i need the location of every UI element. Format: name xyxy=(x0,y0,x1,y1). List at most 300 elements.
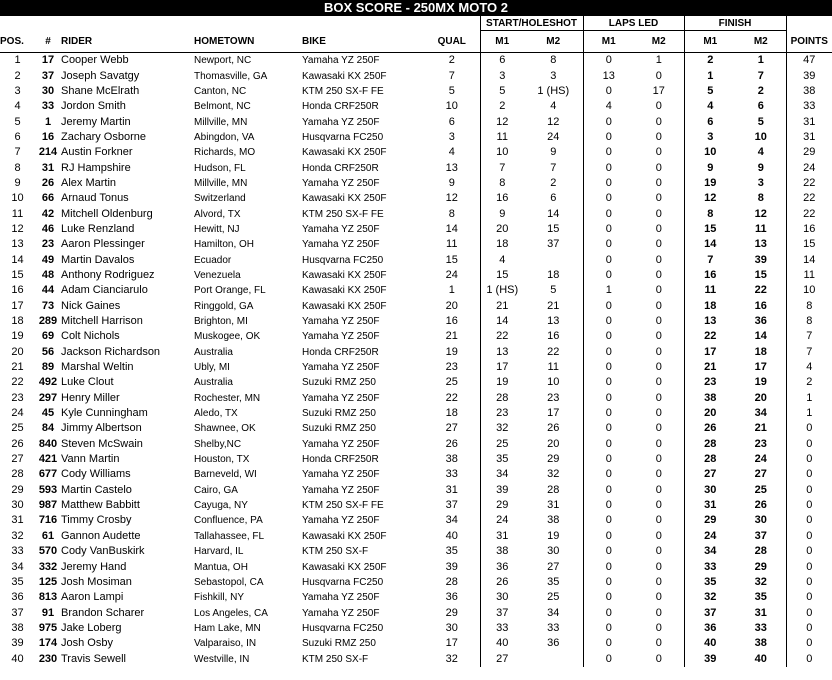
start-m1-cell: 11 xyxy=(496,130,508,143)
bike-cell: Husqvarna FC250 xyxy=(302,576,384,588)
start-m2-cell: 22 xyxy=(524,345,583,360)
hometown-cell: Ham Lake, MN xyxy=(194,622,261,634)
points-cell: 7 xyxy=(806,330,813,343)
rider-cell: Mitchell Oldenburg xyxy=(61,207,153,220)
start-m2-cell: 33 xyxy=(524,621,583,636)
pos-cell: 7 xyxy=(14,146,21,159)
qual-cell: 37 xyxy=(424,498,480,513)
rider-cell: Colt Nichols xyxy=(61,330,120,343)
finish-m2-cell: 17 xyxy=(736,360,786,375)
finish-m2-cell: 34 xyxy=(736,406,786,421)
finish-m2-cell: 22 xyxy=(736,283,786,298)
bike-cell: Suzuki RMZ 250 xyxy=(302,638,376,650)
qual-cell: 6 xyxy=(424,114,480,129)
box-score-table xyxy=(0,16,832,667)
rider-cell: Jeremy Hand xyxy=(61,560,127,573)
pos-cell: 15 xyxy=(11,268,24,281)
number-cell: 84 xyxy=(41,422,55,435)
laps-led-m1-cell: 0 xyxy=(605,345,612,358)
rider-cell: Arnaud Tonus xyxy=(61,192,129,205)
start-m2-cell: 26 xyxy=(524,421,583,436)
qual-cell: 26 xyxy=(424,437,480,452)
rider-cell: Luke Clout xyxy=(61,376,114,389)
bike-cell: KTM 250 SX-F xyxy=(302,653,369,665)
hometown-cell: Rochester, MN xyxy=(194,392,261,404)
points-cell: 31 xyxy=(803,130,816,143)
points-cell: 2 xyxy=(806,376,813,389)
number-cell: 45 xyxy=(41,407,55,420)
start-m1-cell: 15 xyxy=(496,268,509,281)
start-m2-cell: 21 xyxy=(524,299,583,314)
number-cell: 174 xyxy=(38,637,58,650)
box-score-title: BOX SCORE - 250MX MOTO 2 xyxy=(0,0,832,16)
points-cell: 10 xyxy=(803,284,816,297)
finish-m2-cell: 14 xyxy=(736,329,786,344)
rider-cell: Vann Martin xyxy=(61,453,120,466)
rider-cell: Nick Gaines xyxy=(61,299,121,312)
hometown-cell: Cairo, GA xyxy=(194,484,238,496)
pos-cell: 38 xyxy=(11,621,24,634)
laps-led-m2-cell: 0 xyxy=(634,498,684,513)
points-cell: 0 xyxy=(806,468,813,481)
finish-m2-cell: 10 xyxy=(736,130,786,145)
table-row xyxy=(0,176,832,191)
qual-cell: 20 xyxy=(424,299,480,314)
rider-cell: Kyle Cunningham xyxy=(61,407,148,420)
start-m1-cell: 14 xyxy=(496,315,509,328)
number-cell: 61 xyxy=(41,529,55,542)
pos-cell: 9 xyxy=(14,176,21,189)
hometown-cell: Hamilton, OH xyxy=(194,239,255,251)
qual-cell: 25 xyxy=(424,375,480,390)
pos-cell: 29 xyxy=(11,483,24,496)
col-start-m1: M1 xyxy=(480,31,524,53)
laps-led-m1-cell: 13 xyxy=(602,69,615,82)
hometown-cell: Muskogee, OK xyxy=(194,331,261,343)
number-cell: 33 xyxy=(41,100,55,113)
qual-cell: 40 xyxy=(424,529,480,544)
number-cell: 56 xyxy=(41,345,55,358)
bike-cell: Honda CRF250R xyxy=(302,101,379,113)
hometown-cell: Ringgold, GA xyxy=(194,300,254,312)
bike-cell: Yamaha YZ 250F xyxy=(302,55,380,67)
finish-m1-cell: 15 xyxy=(704,222,717,235)
finish-m2-cell: 32 xyxy=(736,575,786,590)
laps-led-m2-cell: 0 xyxy=(634,145,684,160)
table-row xyxy=(0,498,832,513)
rider-cell: Aaron Lampi xyxy=(61,591,124,604)
laps-led-m2-cell: 0 xyxy=(634,329,684,344)
bike-cell: Yamaha YZ 250F xyxy=(302,362,380,374)
finish-m1-cell: 30 xyxy=(704,483,717,496)
number-cell: 44 xyxy=(41,284,55,297)
finish-m1-cell: 2 xyxy=(707,54,714,67)
laps-led-m2-cell: 0 xyxy=(634,252,684,267)
bike-cell: Husqvarna FC250 xyxy=(302,254,384,266)
points-cell: 0 xyxy=(806,591,813,604)
table-row xyxy=(0,114,832,129)
laps-led-m1-cell: 0 xyxy=(605,468,612,481)
laps-led-m2-cell: 0 xyxy=(634,621,684,636)
bike-cell: Yamaha YZ 250F xyxy=(302,116,380,128)
hometown-cell: Abingdon, VA xyxy=(194,131,255,143)
table-row xyxy=(0,621,832,636)
table-row xyxy=(0,99,832,114)
start-m2-cell: 28 xyxy=(524,483,583,498)
hometown-cell: Switzerland xyxy=(194,193,246,205)
rider-cell: Jimmy Albertson xyxy=(61,422,142,435)
points-cell: 29 xyxy=(803,146,816,159)
finish-group: FINISH xyxy=(684,16,786,31)
qual-cell: 16 xyxy=(424,314,480,329)
start-m1-cell: 39 xyxy=(496,483,509,496)
rider-cell: Jackson Richardson xyxy=(61,345,161,358)
rider-cell: Cody VanBuskirk xyxy=(61,545,145,558)
start-m1-cell: 29 xyxy=(496,499,509,512)
table-row xyxy=(0,53,832,69)
start-holeshot-group: START/HOLESHOT xyxy=(480,16,583,31)
rider-cell: Timmy Crosby xyxy=(61,514,132,527)
qual-cell: 21 xyxy=(424,329,480,344)
laps-led-m2-cell: 0 xyxy=(634,345,684,360)
hometown-cell: Valparaiso, IN xyxy=(194,638,257,650)
laps-led-m1-cell: 0 xyxy=(605,437,612,450)
bike-cell: Kawasaki KX 250F xyxy=(302,530,387,542)
laps-led-m1-cell: 0 xyxy=(605,268,612,281)
points-cell: 0 xyxy=(806,545,813,558)
table-row xyxy=(0,191,832,206)
pos-cell: 37 xyxy=(11,606,24,619)
laps-led-m2-cell: 0 xyxy=(634,513,684,528)
rider-cell: Aaron Plessinger xyxy=(61,238,145,251)
table-row xyxy=(0,252,832,267)
laps-led-m2-cell: 0 xyxy=(634,222,684,237)
points-cell: 16 xyxy=(803,222,816,235)
finish-m2-cell: 5 xyxy=(736,114,786,129)
finish-m2-cell: 29 xyxy=(736,559,786,574)
start-m2-cell: 16 xyxy=(524,329,583,344)
points-cell: 0 xyxy=(806,514,813,527)
laps-led-m2-cell: 0 xyxy=(634,268,684,283)
points-cell: 31 xyxy=(803,115,816,128)
laps-led-m2-cell: 0 xyxy=(634,130,684,145)
rider-cell: Luke Renzland xyxy=(61,222,135,235)
rider-cell: Jordon Smith xyxy=(61,100,126,113)
start-m2-cell: 25 xyxy=(524,590,583,605)
number-cell: 289 xyxy=(38,315,58,328)
laps-led-m1-cell: 0 xyxy=(605,253,612,266)
laps-led-m1-cell: 0 xyxy=(605,422,612,435)
laps-led-m2-cell: 0 xyxy=(634,99,684,114)
points-cell: 14 xyxy=(803,253,816,266)
hometown-cell: Sebastopol, CA xyxy=(194,576,264,588)
laps-led-m1-cell: 0 xyxy=(605,361,612,374)
finish-m1-cell: 3 xyxy=(707,130,714,143)
table-row xyxy=(0,314,832,329)
start-m1-cell: 18 xyxy=(496,238,509,251)
laps-led-m1-cell: 0 xyxy=(605,545,612,558)
col-finish-m1: M1 xyxy=(684,31,736,53)
col-hometown: HOMETOWN xyxy=(194,31,302,53)
bike-cell: Honda CRF250R xyxy=(302,454,379,466)
finish-m1-cell: 17 xyxy=(704,345,717,358)
number-cell: 49 xyxy=(41,253,55,266)
laps-led-m1-cell: 0 xyxy=(605,146,612,159)
points-cell: 22 xyxy=(803,192,816,205)
start-m1-cell: 5 xyxy=(499,84,506,97)
points-cell: 1 xyxy=(806,407,813,420)
table-row xyxy=(0,467,832,482)
rider-cell: Austin Forkner xyxy=(61,146,133,159)
pos-cell: 18 xyxy=(11,315,24,328)
pos-cell: 32 xyxy=(11,529,24,542)
laps-led-m2-cell: 0 xyxy=(634,483,684,498)
start-m1-cell: 37 xyxy=(496,606,509,619)
pos-cell: 35 xyxy=(11,575,24,588)
rider-cell: Josh Osby xyxy=(61,637,113,650)
start-m1-cell: 40 xyxy=(496,637,509,650)
rider-cell: Cooper Webb xyxy=(61,54,129,67)
points-cell: 0 xyxy=(806,575,813,588)
finish-m2-cell: 7 xyxy=(736,68,786,83)
qual-cell: 7 xyxy=(424,68,480,83)
laps-led-m2-cell: 0 xyxy=(634,437,684,452)
pos-cell: 12 xyxy=(11,222,24,235)
number-cell: 332 xyxy=(38,560,58,573)
bike-cell: Yamaha YZ 250F xyxy=(302,239,380,251)
hometown-cell: Harvard, IL xyxy=(194,546,244,558)
laps-led-m1-cell: 0 xyxy=(605,376,612,389)
qual-cell: 39 xyxy=(424,559,480,574)
table-row xyxy=(0,437,832,452)
laps-led-m1-cell: 0 xyxy=(605,207,612,220)
laps-led-m2-cell: 0 xyxy=(634,375,684,390)
bike-cell: Yamaha YZ 250F xyxy=(302,484,380,496)
finish-m2-cell: 36 xyxy=(736,314,786,329)
start-m2-cell: 31 xyxy=(524,498,583,513)
bike-cell: Kawasaki KX 250F xyxy=(302,300,387,312)
laps-led-m2-cell: 0 xyxy=(634,529,684,544)
start-m1-cell: 19 xyxy=(496,376,509,389)
table-row xyxy=(0,160,832,175)
bike-cell: Yamaha YZ 250F xyxy=(302,223,380,235)
hometown-cell: Barneveld, WI xyxy=(194,469,257,481)
number-cell: 16 xyxy=(41,130,55,143)
bike-cell: Yamaha YZ 250F xyxy=(302,469,380,481)
number-cell: 23 xyxy=(41,238,55,251)
hometown-cell: Ubly, MI xyxy=(194,362,230,374)
table-row xyxy=(0,391,832,406)
points-cell: 47 xyxy=(803,54,816,67)
hometown-cell: Los Angeles, CA xyxy=(194,607,268,619)
points-cell: 1 xyxy=(806,391,813,404)
laps-led-m1-cell: 0 xyxy=(605,391,612,404)
start-m1-cell: 22 xyxy=(496,330,509,343)
number-cell: 91 xyxy=(41,606,55,619)
qual-cell: 12 xyxy=(424,191,480,206)
number-cell: 42 xyxy=(41,207,55,220)
points-cell: 22 xyxy=(803,207,816,220)
qual-cell: 34 xyxy=(424,513,480,528)
finish-m1-cell: 40 xyxy=(704,637,717,650)
points-cell: 0 xyxy=(806,437,813,450)
points-cell: 4 xyxy=(806,361,813,374)
rider-cell: Cody Williams xyxy=(61,468,131,481)
qual-cell: 4 xyxy=(424,145,480,160)
start-m1-cell: 38 xyxy=(496,545,509,558)
laps-led-m1-cell: 0 xyxy=(605,54,612,67)
finish-m1-cell: 8 xyxy=(707,207,714,220)
pos-cell: 36 xyxy=(11,591,24,604)
qual-cell: 30 xyxy=(424,621,480,636)
col-points: POINTS xyxy=(786,31,832,53)
finish-m2-cell: 24 xyxy=(736,452,786,467)
number-cell: 48 xyxy=(41,268,55,281)
rider-cell: Adam Cianciarulo xyxy=(61,284,148,297)
table-row xyxy=(0,605,832,620)
pos-cell: 11 xyxy=(11,207,24,220)
table-row xyxy=(0,544,832,559)
rider-cell: Brandon Scharer xyxy=(61,606,145,619)
rider-cell: Zachary Osborne xyxy=(61,130,146,143)
rider-cell: Martin Davalos xyxy=(61,253,135,266)
laps-led-m2-cell: 0 xyxy=(634,651,684,666)
number-cell: 987 xyxy=(38,499,58,512)
col-qual: QUAL xyxy=(424,31,480,53)
laps-led-m2-cell: 0 xyxy=(634,360,684,375)
finish-m2-cell: 25 xyxy=(736,483,786,498)
start-m1-cell: 16 xyxy=(496,192,509,205)
start-m2-cell: 1 (HS) xyxy=(524,84,583,99)
laps-led-m2-cell: 0 xyxy=(634,160,684,175)
laps-led-m2-cell: 0 xyxy=(634,636,684,651)
table-row xyxy=(0,559,832,574)
start-m2-cell: 38 xyxy=(524,513,583,528)
hometown-cell: Houston, TX xyxy=(194,454,250,466)
col-rider: RIDER xyxy=(61,31,194,53)
laps-led-m2-cell: 0 xyxy=(634,283,684,298)
col-laps-m1: M1 xyxy=(583,31,634,53)
column-header-row xyxy=(0,31,832,53)
table-row xyxy=(0,406,832,421)
pos-cell: 23 xyxy=(11,391,24,404)
col-start-m2: M2 xyxy=(524,31,583,53)
hometown-cell: Australia xyxy=(194,377,233,389)
finish-m2-cell: 20 xyxy=(736,391,786,406)
laps-led-m2-cell: 0 xyxy=(634,559,684,574)
finish-m1-cell: 26 xyxy=(704,422,717,435)
number-cell: 716 xyxy=(38,514,58,527)
table-row xyxy=(0,636,832,651)
points-cell: 0 xyxy=(806,652,813,665)
hometown-cell: Tallahassee, FL xyxy=(194,530,265,542)
qual-cell: 31 xyxy=(424,483,480,498)
number-cell: 37 xyxy=(41,69,55,82)
number-cell: 31 xyxy=(41,161,55,174)
bike-cell: Suzuki RMZ 250 xyxy=(302,377,376,389)
points-cell: 24 xyxy=(803,161,816,174)
laps-led-m1-cell: 1 xyxy=(605,284,612,297)
laps-led-m2-cell: 0 xyxy=(634,68,684,83)
finish-m1-cell: 23 xyxy=(704,376,717,389)
laps-led-m2-cell: 0 xyxy=(634,206,684,221)
hometown-cell: Shelby,NC xyxy=(194,438,242,450)
start-m1-cell: 31 xyxy=(496,529,509,542)
bike-cell: Kawasaki KX 250F xyxy=(302,193,387,205)
laps-led-m2-cell: 0 xyxy=(634,406,684,421)
rider-cell: Josh Mosiman xyxy=(61,575,132,588)
qual-cell: 33 xyxy=(424,467,480,482)
start-m1-cell: 24 xyxy=(496,514,509,527)
bike-cell: Kawasaki KX 250F xyxy=(302,285,387,297)
points-cell: 22 xyxy=(803,176,816,189)
table-row xyxy=(0,529,832,544)
start-m1-cell: 6 xyxy=(499,54,506,67)
start-m1-cell: 30 xyxy=(496,591,509,604)
finish-m1-cell: 7 xyxy=(707,253,714,266)
finish-m1-cell: 9 xyxy=(707,161,714,174)
finish-m2-cell: 11 xyxy=(736,222,786,237)
start-m1-cell: 25 xyxy=(496,437,509,450)
points-cell: 0 xyxy=(806,483,813,496)
pos-cell: 26 xyxy=(11,437,24,450)
start-m2-cell: 6 xyxy=(524,191,583,206)
hometown-cell: Newport, NC xyxy=(194,55,252,67)
rider-cell: Martin Castelo xyxy=(61,483,132,496)
finish-m1-cell: 36 xyxy=(704,621,717,634)
qual-cell: 24 xyxy=(424,268,480,283)
hometown-cell: Westville, IN xyxy=(194,653,250,665)
start-m1-cell: 1 (HS) xyxy=(486,284,519,297)
table-row xyxy=(0,268,832,283)
start-m1-cell: 7 xyxy=(499,161,506,174)
finish-m1-cell: 34 xyxy=(704,545,717,558)
points-cell: 38 xyxy=(803,84,816,97)
points-cell: 15 xyxy=(803,238,816,251)
points-cell: 0 xyxy=(806,560,813,573)
finish-m1-cell: 35 xyxy=(704,575,717,588)
qual-cell: 9 xyxy=(424,176,480,191)
start-m1-cell: 20 xyxy=(496,222,509,235)
table-row xyxy=(0,375,832,390)
hometown-cell: Canton, NC xyxy=(194,85,247,97)
rider-cell: RJ Hampshire xyxy=(61,161,131,174)
hometown-cell: Thomasville, GA xyxy=(194,70,268,82)
qual-cell: 18 xyxy=(424,406,480,421)
laps-led-m1-cell: 0 xyxy=(605,330,612,343)
qual-cell: 2 xyxy=(424,53,480,69)
hometown-cell: Alvord, TX xyxy=(194,208,241,220)
start-m2-cell: 30 xyxy=(524,544,583,559)
finish-m1-cell: 39 xyxy=(704,652,717,665)
col-number: # xyxy=(35,31,61,53)
hometown-cell: Australia xyxy=(194,346,233,358)
hometown-cell: Millville, MN xyxy=(194,177,248,189)
finish-m1-cell: 24 xyxy=(704,529,717,542)
points-cell: 0 xyxy=(806,529,813,542)
start-m1-cell: 10 xyxy=(496,146,509,159)
pos-cell: 25 xyxy=(11,422,24,435)
laps-led-m1-cell: 0 xyxy=(605,130,612,143)
number-cell: 46 xyxy=(41,222,55,235)
finish-m2-cell: 35 xyxy=(736,590,786,605)
laps-led-m2-cell: 17 xyxy=(634,84,684,99)
table-row xyxy=(0,283,832,298)
finish-m2-cell: 28 xyxy=(736,544,786,559)
number-cell: 421 xyxy=(38,453,58,466)
start-m2-cell: 10 xyxy=(524,375,583,390)
points-cell: 8 xyxy=(806,299,813,312)
